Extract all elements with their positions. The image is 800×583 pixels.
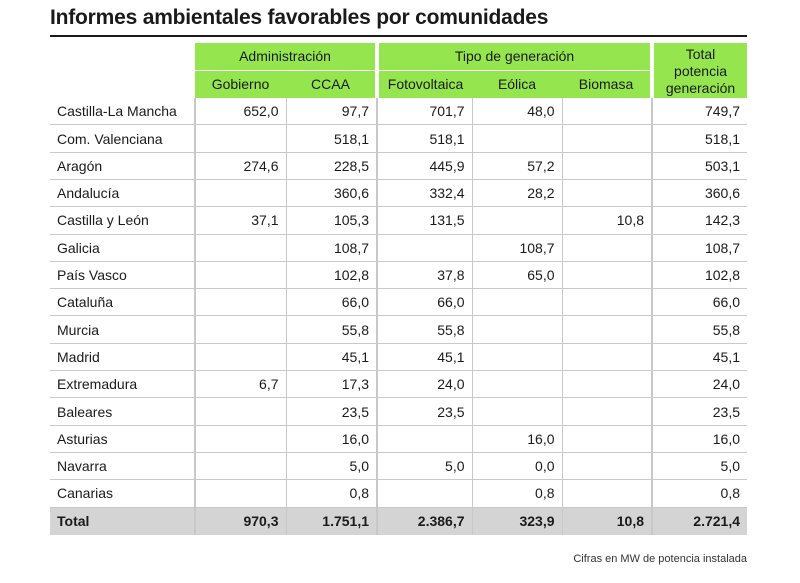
cell-gobierno — [195, 452, 286, 479]
cell-ccaa: 5,0 — [286, 452, 377, 479]
table-row — [50, 234, 747, 261]
cell-fotovoltaica: 55,8 — [377, 316, 472, 343]
header-total-line3: generación — [665, 79, 736, 96]
header-group-tipo-generacion: Tipo de generación — [377, 43, 652, 70]
footnote: Cifras en MW de potencia instalada — [573, 553, 747, 565]
cell-biomasa — [562, 98, 652, 125]
cell-total: 749,7 — [652, 98, 747, 125]
cell-fotovoltaica: 518,1 — [377, 125, 472, 152]
cell-eolica: 16,0 — [472, 425, 562, 452]
row-label: Cataluña — [50, 289, 195, 316]
row-label: Castilla-La Mancha — [50, 98, 195, 125]
cell-fotovoltaica: 45,1 — [377, 343, 472, 370]
cell-total: 16,0 — [652, 425, 747, 452]
header-total-potencia — [652, 43, 747, 98]
cell-total: 23,5 — [652, 398, 747, 425]
cell-ccaa: 66,0 — [286, 289, 377, 316]
cell-total: 66,0 — [652, 289, 747, 316]
cell-gobierno: 6,7 — [195, 371, 286, 398]
header-group-administracion: Administración — [195, 43, 377, 70]
cell-ccaa: 23,5 — [286, 398, 377, 425]
cell-total: 518,1 — [652, 125, 747, 152]
cell-gobierno — [195, 316, 286, 343]
cell-gobierno — [195, 289, 286, 316]
cell-ccaa: 97,7 — [286, 98, 377, 125]
cell-biomasa — [562, 316, 652, 343]
row-label: Andalucía — [50, 179, 195, 206]
cell-eolica — [472, 207, 562, 234]
cell-biomasa — [562, 452, 652, 479]
row-label: Extremadura — [50, 371, 195, 398]
cell-biomasa — [562, 289, 652, 316]
row-label: Total — [50, 507, 195, 535]
cell-ccaa: 518,1 — [286, 125, 377, 152]
cell-total: 142,3 — [652, 207, 747, 234]
cell-total: 5,0 — [652, 452, 747, 479]
cell-biomasa — [562, 480, 652, 507]
cell-fotovoltaica: 701,7 — [377, 98, 472, 125]
cell-fotovoltaica — [377, 425, 472, 452]
cell-fotovoltaica: 23,5 — [377, 398, 472, 425]
cell-biomasa — [562, 152, 652, 179]
cell-total: 24,0 — [652, 371, 747, 398]
cell-total: 102,8 — [652, 261, 747, 288]
table-row — [50, 152, 747, 179]
header-corner-sub — [50, 70, 195, 97]
cell-ccaa: 102,8 — [286, 261, 377, 288]
table-row — [50, 316, 747, 343]
header-eolica: Eólica — [472, 70, 562, 97]
cell-ccaa: 17,3 — [286, 371, 377, 398]
cell-eolica: 0,0 — [472, 452, 562, 479]
table-row — [50, 125, 747, 152]
cell-total: 45,1 — [652, 343, 747, 370]
cell-eolica — [472, 125, 562, 152]
data-table — [50, 43, 747, 535]
row-label: Murcia — [50, 316, 195, 343]
cell-eolica: 323,9 — [472, 507, 562, 535]
table-row — [50, 343, 747, 370]
cell-biomasa — [562, 371, 652, 398]
row-label: Canarias — [50, 480, 195, 507]
cell-biomasa — [562, 179, 652, 206]
table-row — [50, 289, 747, 316]
cell-gobierno — [195, 480, 286, 507]
cell-eolica: 108,7 — [472, 234, 562, 261]
cell-ccaa: 108,7 — [286, 234, 377, 261]
table-row — [50, 207, 747, 234]
header-gobierno: Gobierno — [195, 70, 286, 97]
cell-fotovoltaica: 24,0 — [377, 371, 472, 398]
cell-fotovoltaica: 37,8 — [377, 261, 472, 288]
table-row — [50, 98, 747, 125]
cell-biomasa — [562, 234, 652, 261]
cell-ccaa: 45,1 — [286, 343, 377, 370]
cell-fotovoltaica: 66,0 — [377, 289, 472, 316]
row-label: Baleares — [50, 398, 195, 425]
cell-biomasa — [562, 398, 652, 425]
cell-gobierno — [195, 425, 286, 452]
row-label: Aragón — [50, 152, 195, 179]
title-divider — [50, 35, 747, 37]
table-row — [50, 179, 747, 206]
total-row — [50, 507, 747, 535]
cell-total: 2.721,4 — [652, 507, 747, 535]
table-row — [50, 452, 747, 479]
header-corner — [50, 43, 195, 70]
cell-eolica — [472, 289, 562, 316]
cell-gobierno — [195, 234, 286, 261]
cell-fotovoltaica: 131,5 — [377, 207, 472, 234]
cell-fotovoltaica: 5,0 — [377, 452, 472, 479]
cell-total: 55,8 — [652, 316, 747, 343]
header-total-line2: potencia — [674, 62, 727, 79]
row-label: Castilla y León — [50, 207, 195, 234]
cell-eolica — [472, 371, 562, 398]
cell-eolica: 48,0 — [472, 98, 562, 125]
row-label: País Vasco — [50, 261, 195, 288]
cell-gobierno — [195, 261, 286, 288]
table-row — [50, 398, 747, 425]
row-label: Galicia — [50, 234, 195, 261]
cell-ccaa: 1.751,1 — [286, 507, 377, 535]
cell-biomasa — [562, 125, 652, 152]
cell-fotovoltaica: 332,4 — [377, 179, 472, 206]
header-row-groups — [50, 43, 747, 70]
cell-gobierno — [195, 398, 286, 425]
header-biomasa: Biomasa — [562, 70, 652, 97]
cell-biomasa: 10,8 — [562, 207, 652, 234]
cell-fotovoltaica: 445,9 — [377, 152, 472, 179]
cell-eolica: 57,2 — [472, 152, 562, 179]
cell-ccaa: 105,3 — [286, 207, 377, 234]
cell-ccaa: 16,0 — [286, 425, 377, 452]
cell-fotovoltaica — [377, 480, 472, 507]
header-total-line1: Total — [685, 45, 716, 62]
cell-total: 108,7 — [652, 234, 747, 261]
cell-gobierno — [195, 179, 286, 206]
cell-gobierno: 274,6 — [195, 152, 286, 179]
page-title: Informes ambientales favorables por comunidades — [50, 6, 549, 29]
header-fotovoltaica: Fotovoltaica — [377, 70, 472, 97]
cell-gobierno — [195, 125, 286, 152]
cell-eolica: 65,0 — [472, 261, 562, 288]
cell-total: 503,1 — [652, 152, 747, 179]
cell-fotovoltaica — [377, 234, 472, 261]
cell-gobierno: 652,0 — [195, 98, 286, 125]
row-label: Asturias — [50, 425, 195, 452]
cell-biomasa: 10,8 — [562, 507, 652, 535]
cell-ccaa: 360,6 — [286, 179, 377, 206]
table-row — [50, 425, 747, 452]
header-row-columns — [50, 70, 747, 97]
cell-gobierno — [195, 343, 286, 370]
cell-ccaa: 0,8 — [286, 480, 377, 507]
cell-eolica — [472, 316, 562, 343]
cell-biomasa — [562, 425, 652, 452]
table-row — [50, 371, 747, 398]
table-row — [50, 480, 747, 507]
row-label: Com. Valenciana — [50, 125, 195, 152]
row-label: Navarra — [50, 452, 195, 479]
cell-biomasa — [562, 261, 652, 288]
cell-fotovoltaica: 2.386,7 — [377, 507, 472, 535]
cell-eolica: 28,2 — [472, 179, 562, 206]
cell-eolica — [472, 398, 562, 425]
cell-eolica — [472, 343, 562, 370]
cell-total: 360,6 — [652, 179, 747, 206]
cell-eolica: 0,8 — [472, 480, 562, 507]
cell-ccaa: 55,8 — [286, 316, 377, 343]
cell-gobierno: 970,3 — [195, 507, 286, 535]
table-row — [50, 261, 747, 288]
cell-total: 0,8 — [652, 480, 747, 507]
header-ccaa: CCAA — [286, 70, 377, 97]
cell-biomasa — [562, 343, 652, 370]
cell-ccaa: 228,5 — [286, 152, 377, 179]
table-body — [50, 98, 747, 535]
cell-gobierno: 37,1 — [195, 207, 286, 234]
row-label: Madrid — [50, 343, 195, 370]
